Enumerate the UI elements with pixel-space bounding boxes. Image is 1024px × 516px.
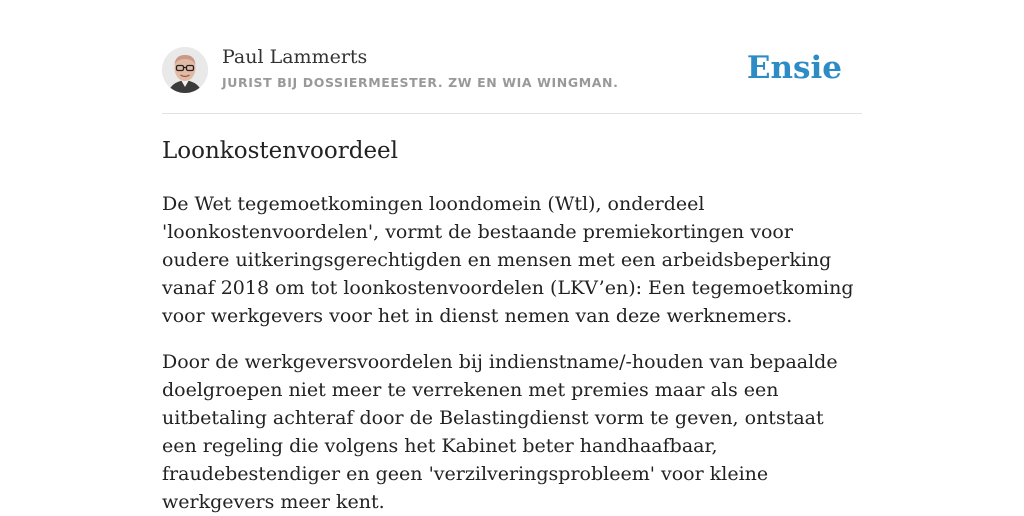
avatar-photo <box>162 47 208 93</box>
ensie-logo[interactable]: Ensie <box>746 50 842 86</box>
author-name[interactable]: Paul Lammerts <box>222 46 368 68</box>
article-title: Loonkostenvoordeel <box>162 138 399 164</box>
article-paragraph: De Wet tegemoetkomingen loondomein (Wtl), onderdeel 'loonkostenvoordelen', vormt de bestaande premiekortingen voor oudere uitkeringsgerechtigden en mensen met een arbeidsbeperking vanaf 2018 om tot loonkostenvoordelen (LKV’en): Een tegemoetkoming voor werkgevers voor het in dienst nemen van deze werknemers. <box>162 193 854 327</box>
article-paragraph: Door de werkgeversvoordelen bij indienstname/-houden van bepaalde doelgroepen niet meer te verrekenen met premies maar als een uitbetaling achteraf door de Belastingdienst vorm te geven, ontstaat een regeling die volgens het Kabinet beter handhaafbaar, fraudebestendiger en geen 'verzilveringsprobleem' voor kleine werkgevers meer kent. <box>162 351 838 513</box>
author-bio: JURIST BIJ DOSSIERMEESTER. ZW EN WIA WINGMAN. <box>222 75 619 90</box>
author-header <box>162 44 862 114</box>
avatar[interactable] <box>162 47 208 93</box>
